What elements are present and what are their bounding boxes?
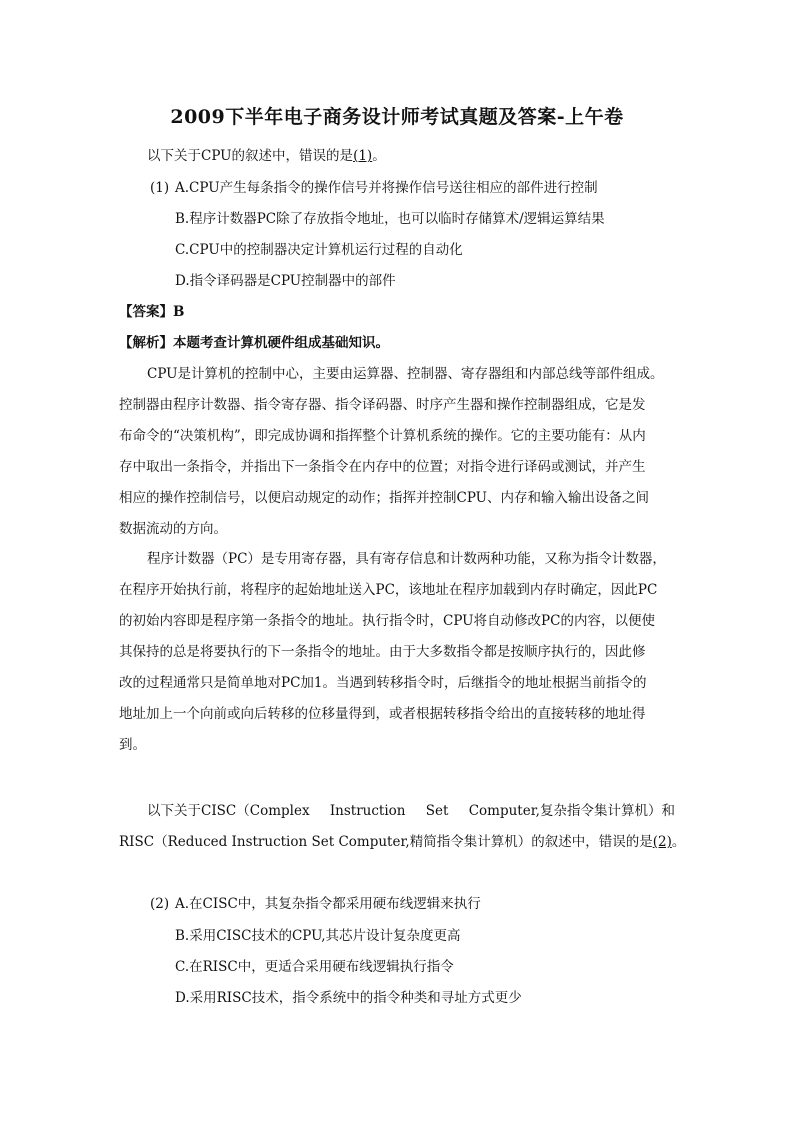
question-1-stem-end: 。 <box>372 148 386 164</box>
question-2-stem-text: RISC（Reduced Instruction Set Computer,精简指令集计算机）的叙述中，错误的是 <box>119 834 653 850</box>
question-1-stem <box>147 146 386 166</box>
answer-line <box>119 302 184 322</box>
analysis-para1-line: 存中取出一条指令，并指出下一条指令在内存中的位置；对指令进行译码或测试，并产生 <box>119 459 646 475</box>
question-2-stem-word: Computer,复杂指令集计算机）和 <box>468 803 675 819</box>
analysis-para2-line: 改的过程通常只是简单地对PC加1。当遇到转移指令时，后继指令的地址根据当前指令的 <box>119 675 647 691</box>
question-2-stem-line1 <box>147 801 675 821</box>
question-2-stem-word: Set <box>425 803 449 819</box>
question-2-option-a: A.在CISC中，其复杂指令都采用硬布线逻辑来执行 <box>175 896 481 912</box>
question-1-option-c: C.CPU中的控制器决定计算机运行过程的自动化 <box>175 242 463 258</box>
analysis-intro: 本题考查计算机硬件组成基础知识。 <box>173 335 389 351</box>
analysis-line <box>119 333 389 353</box>
question-1-option-a: A.CPU产生每条指令的操作信号并将操作信号送往相应的部件进行控制 <box>175 180 598 196</box>
analysis-para1-line: 相应的操作控制信号，以便启动规定的动作；指挥并控制CPU、内存和输入输出设备之间 <box>119 490 650 506</box>
question-2-option-b: B.采用CISC技术的CPU,其芯片设计复杂度更高 <box>175 928 461 944</box>
question-1-number: (1) <box>150 180 170 196</box>
analysis-para2-line: 到。 <box>119 737 146 753</box>
analysis-para2-line: 程序计数器（PC）是专用寄存器，具有寄存信息和计数两种功能，又称为指令计数器， <box>147 551 666 567</box>
answer-value: B <box>173 304 185 320</box>
question-1-option-b: B.程序计数器PC除了存放指令地址，也可以临时存储算术/逻辑运算结果 <box>175 211 605 227</box>
analysis-para2-line: 的初始内容即是程序第一条指令的地址。执行指令时，CPU将自动修改PC的内容，以便使 <box>119 613 655 629</box>
analysis-para2-line: 其保持的总是将要执行的下一条指令的地址。由于大多数指令都是按顺序执行的，因此修 <box>119 644 646 660</box>
analysis-para2-line: 在程序开始执行前，将程序的起始地址送入PC，该地址在程序加载到内存时确定，因此PC <box>119 582 658 598</box>
analysis-para1-line: 数据流动的方向。 <box>119 521 227 537</box>
question-2-stem-word: 以下关于CISC（Complex <box>147 803 310 819</box>
question-2-blank: (2) <box>652 834 672 850</box>
question-2-option-d: D.采用RISC技术，指令系统中的指令种类和寻址方式更少 <box>175 990 522 1006</box>
analysis-para1-line: CPU是计算机的控制中心，主要由运算器、控制器、寄存器组和内部总线等部件组成。 <box>147 366 664 382</box>
question-2-stem-word: Instruction <box>329 803 406 819</box>
question-2-stem-line2 <box>119 832 685 852</box>
analysis-label: 【解析】 <box>119 335 173 351</box>
analysis-para2-line: 地址加上一个向前或向后转移的位移量得到，或者根据转移指令给出的直接转移的地址得 <box>119 706 646 722</box>
answer-label: 【答案】 <box>119 304 173 320</box>
question-2-option-c: C.在RISC中，更适合采用硬布线逻辑执行指令 <box>175 959 454 975</box>
analysis-para1-line: 布命令的“决策机构”，即完成协调和指挥整个计算机系统的操作。它的主要功能有：从内 <box>119 428 646 444</box>
question-2-stem-end: 。 <box>671 834 686 850</box>
page-title: 2009下半年电子商务设计师考试真题及答案-上午卷 <box>170 106 624 128</box>
question-2-number: (2) <box>150 896 170 912</box>
question-1-stem-text: 以下关于CPU的叙述中，错误的是 <box>147 148 354 164</box>
question-1-option-d: D.指令译码器是CPU控制器中的部件 <box>175 273 396 289</box>
question-1-blank: (1) <box>353 148 373 164</box>
analysis-para1-line: 控制器由程序计数器、指令寄存器、指令译码器、时序产生器和操作控制器组成，它是发 <box>119 397 646 413</box>
